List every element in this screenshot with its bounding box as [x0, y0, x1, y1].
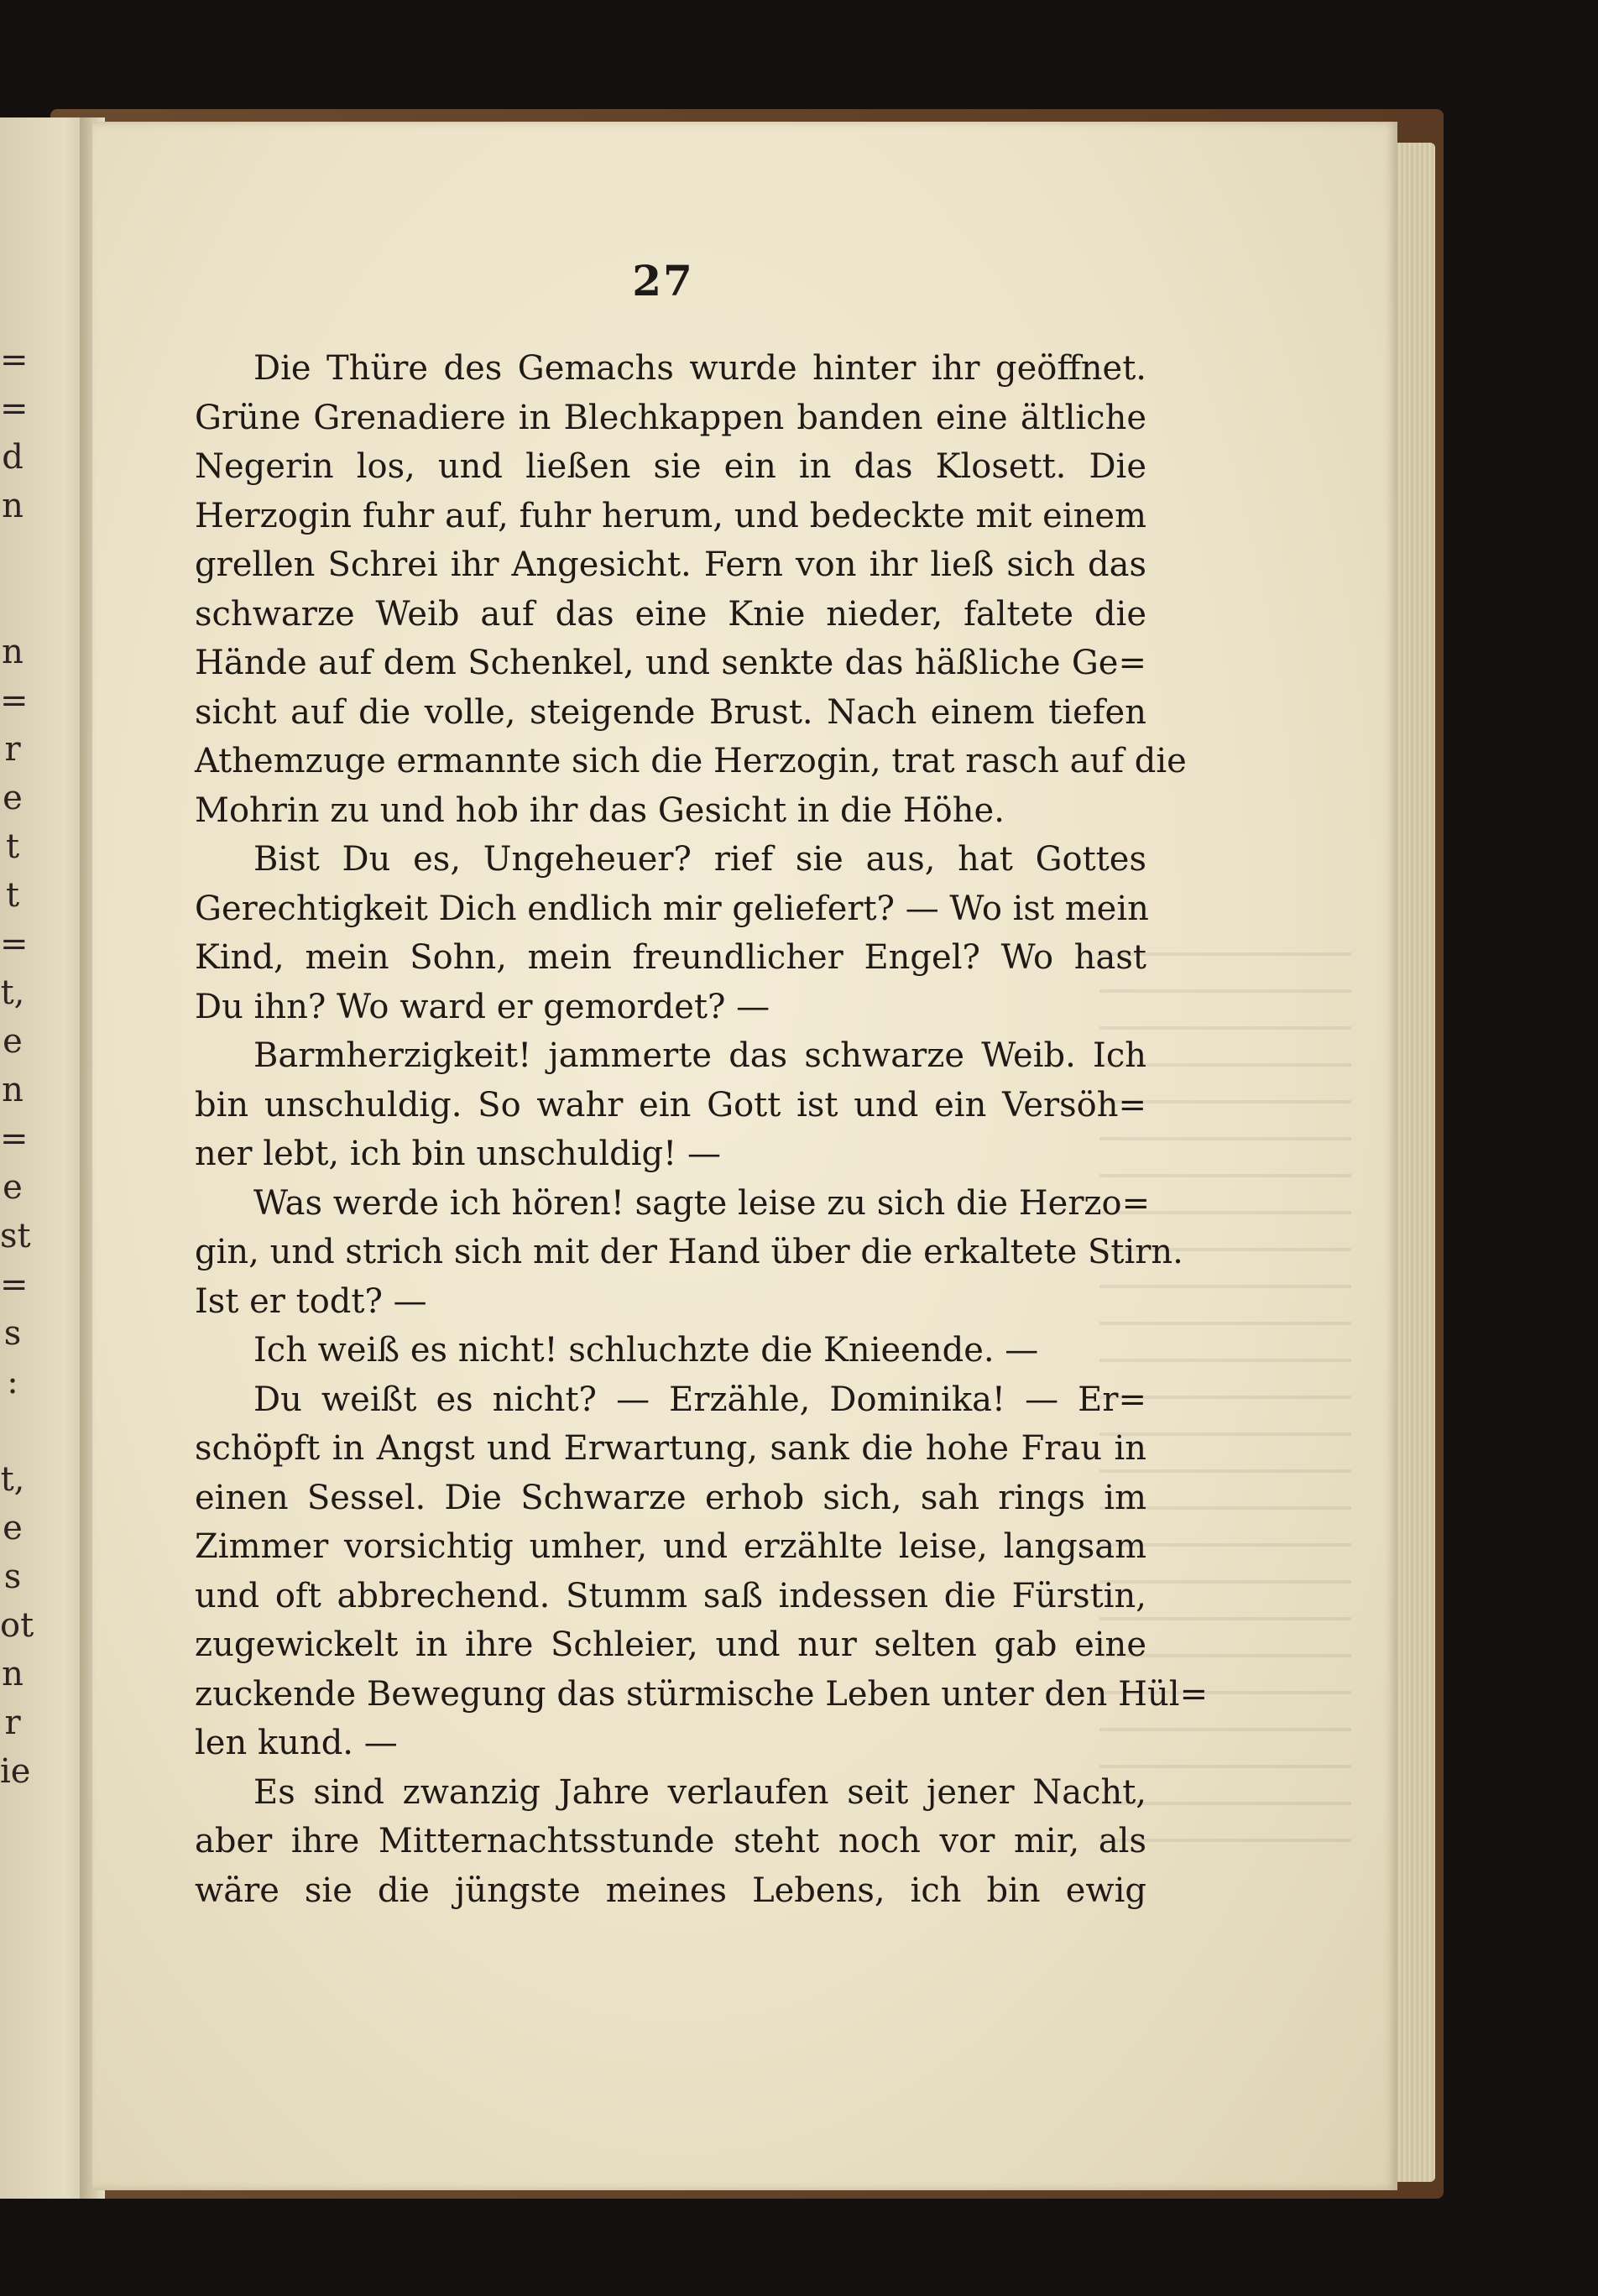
text-line: Kind, mein Sohn, mein freundlicher Engel? Wo hast: [195, 938, 1146, 977]
left-page-fragment: t,: [0, 973, 25, 1012]
text-line: Ist er todt? —: [195, 1281, 427, 1321]
text-line: aber ihre Mitternachtsstunde steht noch vor mir, als: [195, 1822, 1146, 1860]
left-page-fragment: n: [2, 633, 24, 671]
text-line: Zimmer vorsichtig umher, und erzählte leise, langsam: [195, 1527, 1146, 1566]
left-page-fragment: d: [2, 438, 24, 477]
text-line: Mohrin zu und hob ihr das Gesicht in die Höhe.: [195, 791, 1005, 830]
left-page-fragment: s: [3, 1314, 22, 1353]
left-page-fragment: t: [5, 876, 20, 915]
text-line: schwarze Weib auf das eine Knie nieder, faltete die: [195, 594, 1146, 634]
left-page-fragment: st: [0, 1217, 31, 1255]
text-line: Du ihn? Wo ward er gemordet? —: [195, 987, 770, 1026]
left-page-fragment: n: [2, 487, 24, 525]
left-page-fragment: :: [7, 1363, 18, 1401]
left-page-fragment: n: [2, 1655, 24, 1693]
left-page-fragment: e: [3, 1509, 23, 1547]
page-number: 27: [632, 256, 694, 305]
text-line: Hände auf dem Schenkel, und senkte das häßliche Ge=: [195, 644, 1146, 682]
left-page-fragment: =: [0, 389, 29, 428]
left-page-fragment: =: [0, 681, 29, 720]
text-line: Was werde ich hören! sagte leise zu sich die Herzo=: [253, 1183, 1151, 1223]
text-line: Ich weiß es nicht! schluchzte die Knieende. —: [253, 1331, 1039, 1370]
left-page-fragment: =: [0, 1119, 29, 1158]
left-page-fragment: s: [3, 1558, 22, 1596]
left-page-fragment: =: [0, 925, 29, 963]
left-page-fragment: e: [3, 1022, 23, 1061]
left-page-fragment: [0, 530, 25, 579]
text-line: ner lebt, ich bin unschuldig! —: [195, 1135, 721, 1173]
left-page-fragment: [0, 1406, 25, 1455]
left-page-fragment: =: [0, 1265, 29, 1304]
left-page-fragment: r: [4, 730, 21, 769]
left-page-fragment: r: [4, 1704, 21, 1742]
text-line: zugewickelt in ihre Schleier, und nur selten gab eine: [195, 1625, 1146, 1664]
left-page-text-fragments: [0, 336, 34, 1796]
left-page-fragment: =: [0, 341, 29, 379]
text-line: len kund. —: [195, 1724, 398, 1762]
text-line: einen Sessel. Die Schwarze erhob sich, sah rings im: [195, 1478, 1146, 1517]
text-line: Grüne Grenadiere in Blechkappen banden eine ältliche: [195, 398, 1146, 437]
text-line: Die Thüre des Gemachs wurde hinter ihr geöffnet.: [253, 349, 1146, 388]
text-line: gin, und strich sich mit der Hand über die erkaltete Stirn.: [195, 1233, 1183, 1271]
left-page-fragment: t: [5, 827, 20, 866]
text-line: Gerechtigkeit Dich endlich mir geliefert? — Wo ist mein: [195, 889, 1149, 928]
text-line: Athemzuge ermannte sich die Herzogin, trat rasch auf die: [195, 742, 1187, 780]
text-line: wäre sie die jüngste meines Lebens, ich bin ewig: [195, 1871, 1146, 1910]
text-line: bin unschuldig. So wahr ein Gott ist und ein Versöh=: [195, 1085, 1146, 1125]
text-line: grellen Schrei ihr Angesicht. Fern von ihr ließ sich das: [195, 545, 1146, 584]
left-page-fragment: n: [2, 1071, 24, 1109]
text-line: schöpft in Angst und Erwartung, sank die hohe Frau in: [195, 1429, 1146, 1468]
text-line: Herzogin fuhr auf, fuhr herum, und bedeckte mit einem: [195, 496, 1146, 535]
left-page-fragment: ie: [0, 1752, 31, 1791]
text-line: Bist Du es, Ungeheuer? rief sie aus, hat Gottes: [253, 840, 1146, 879]
left-page: [0, 117, 92, 2199]
text-line: und oft abbrechend. Stumm saß indessen die Fürstin,: [195, 1576, 1146, 1615]
text-line: Barmherzigkeit! jammerte das schwarze Weib. Ich: [253, 1036, 1146, 1075]
text-line: Du weißt es nicht? — Erzähle, Dominika! — Er=: [253, 1380, 1146, 1419]
left-page-fragment: e: [3, 1168, 23, 1207]
text-line: Es sind zwanzig Jahre verlaufen seit jener Nacht,: [253, 1772, 1146, 1812]
left-page-fragment: [0, 579, 25, 628]
text-line: Negerin los, und ließen sie ein in das Klosett. Die: [195, 447, 1146, 486]
text-line: sicht auf die volle, steigende Brust. Nach einem tiefen: [195, 692, 1146, 732]
left-page-fragment: ot: [0, 1606, 34, 1645]
body-text: [195, 344, 1209, 1915]
left-page-fragment: e: [3, 779, 23, 817]
left-page-fragment: t,: [0, 1460, 25, 1499]
text-line: zuckende Bewegung das stürmische Leben unter den Hül=: [195, 1674, 1209, 1714]
